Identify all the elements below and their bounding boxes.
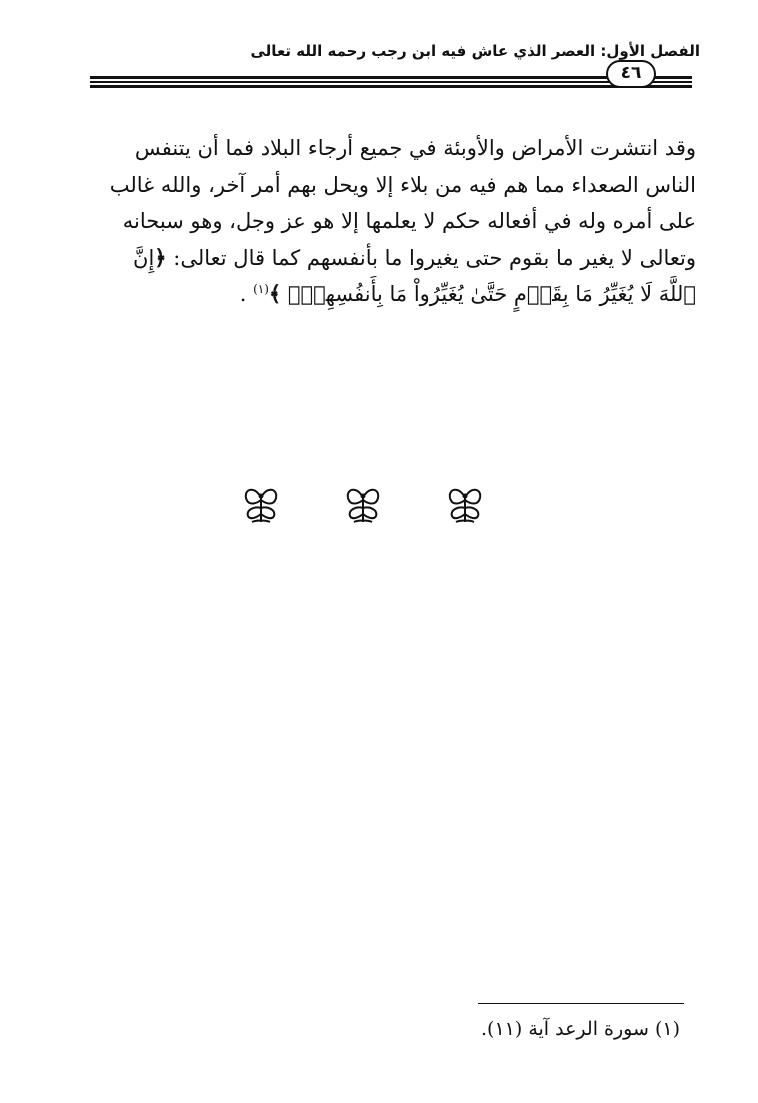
- paragraph-line-1: وقد انتشرت الأمراض والأوبئة في جميع أرجاء البلاد فما أن يتنفس: [134, 136, 696, 160]
- floral-ornament-icon: [238, 482, 284, 526]
- paragraph-line-5: [92, 276, 696, 313]
- main-paragraph: [92, 130, 696, 313]
- header-rule-bottom: [90, 85, 692, 88]
- quran-open-bracket: ﴿: [154, 244, 167, 270]
- section-divider-ornaments: [238, 482, 488, 526]
- paragraph-line-3: على أمره وله في أفعاله حكم لا يعلمها إلا هو عز وجل، وهو سبحانه: [122, 209, 696, 233]
- footnote-reference: (١): [253, 282, 269, 296]
- floral-ornament-icon: [442, 482, 488, 526]
- running-header-title: الفصل الأول: العصر الذي عاش فيه ابن رجب رحمه الله تعالى: [250, 42, 700, 60]
- quran-verse-continuation: ٱللَّهَ لَا يُغَيِّرُ مَا بِقَوۡمٍ حَتَّىٰ يُغَيِّرُواْ مَا بِأَنفُسِهِمۡۗ: [287, 282, 696, 306]
- quran-verse-start: إِنَّ: [133, 245, 155, 270]
- floral-ornament-icon: [340, 482, 386, 526]
- footnote-text: سورة الرعد آية (١١).: [481, 1018, 649, 1040]
- paragraph-line-2: الناس الصعداء مما هم فيه من بلاء إلا ويحل بهم أمر آخر، والله غالب: [109, 172, 696, 197]
- header-rule-top: [90, 76, 692, 79]
- footnote-marker: (١): [654, 1018, 680, 1040]
- paragraph-line-4: [92, 240, 696, 277]
- page-number: ٤٦: [606, 60, 656, 88]
- sentence-end-mark: .: [239, 282, 247, 306]
- footnote-separator: [478, 1003, 684, 1004]
- quran-close-bracket: ﴾: [268, 281, 282, 306]
- paragraph-line-4-text: وتعالى لا يغير ما بقوم حتى يغيروا ما بأنفسهم كما قال تعالى:: [173, 245, 696, 270]
- header-rule-middle: [90, 81, 692, 83]
- footnote: [280, 1018, 680, 1040]
